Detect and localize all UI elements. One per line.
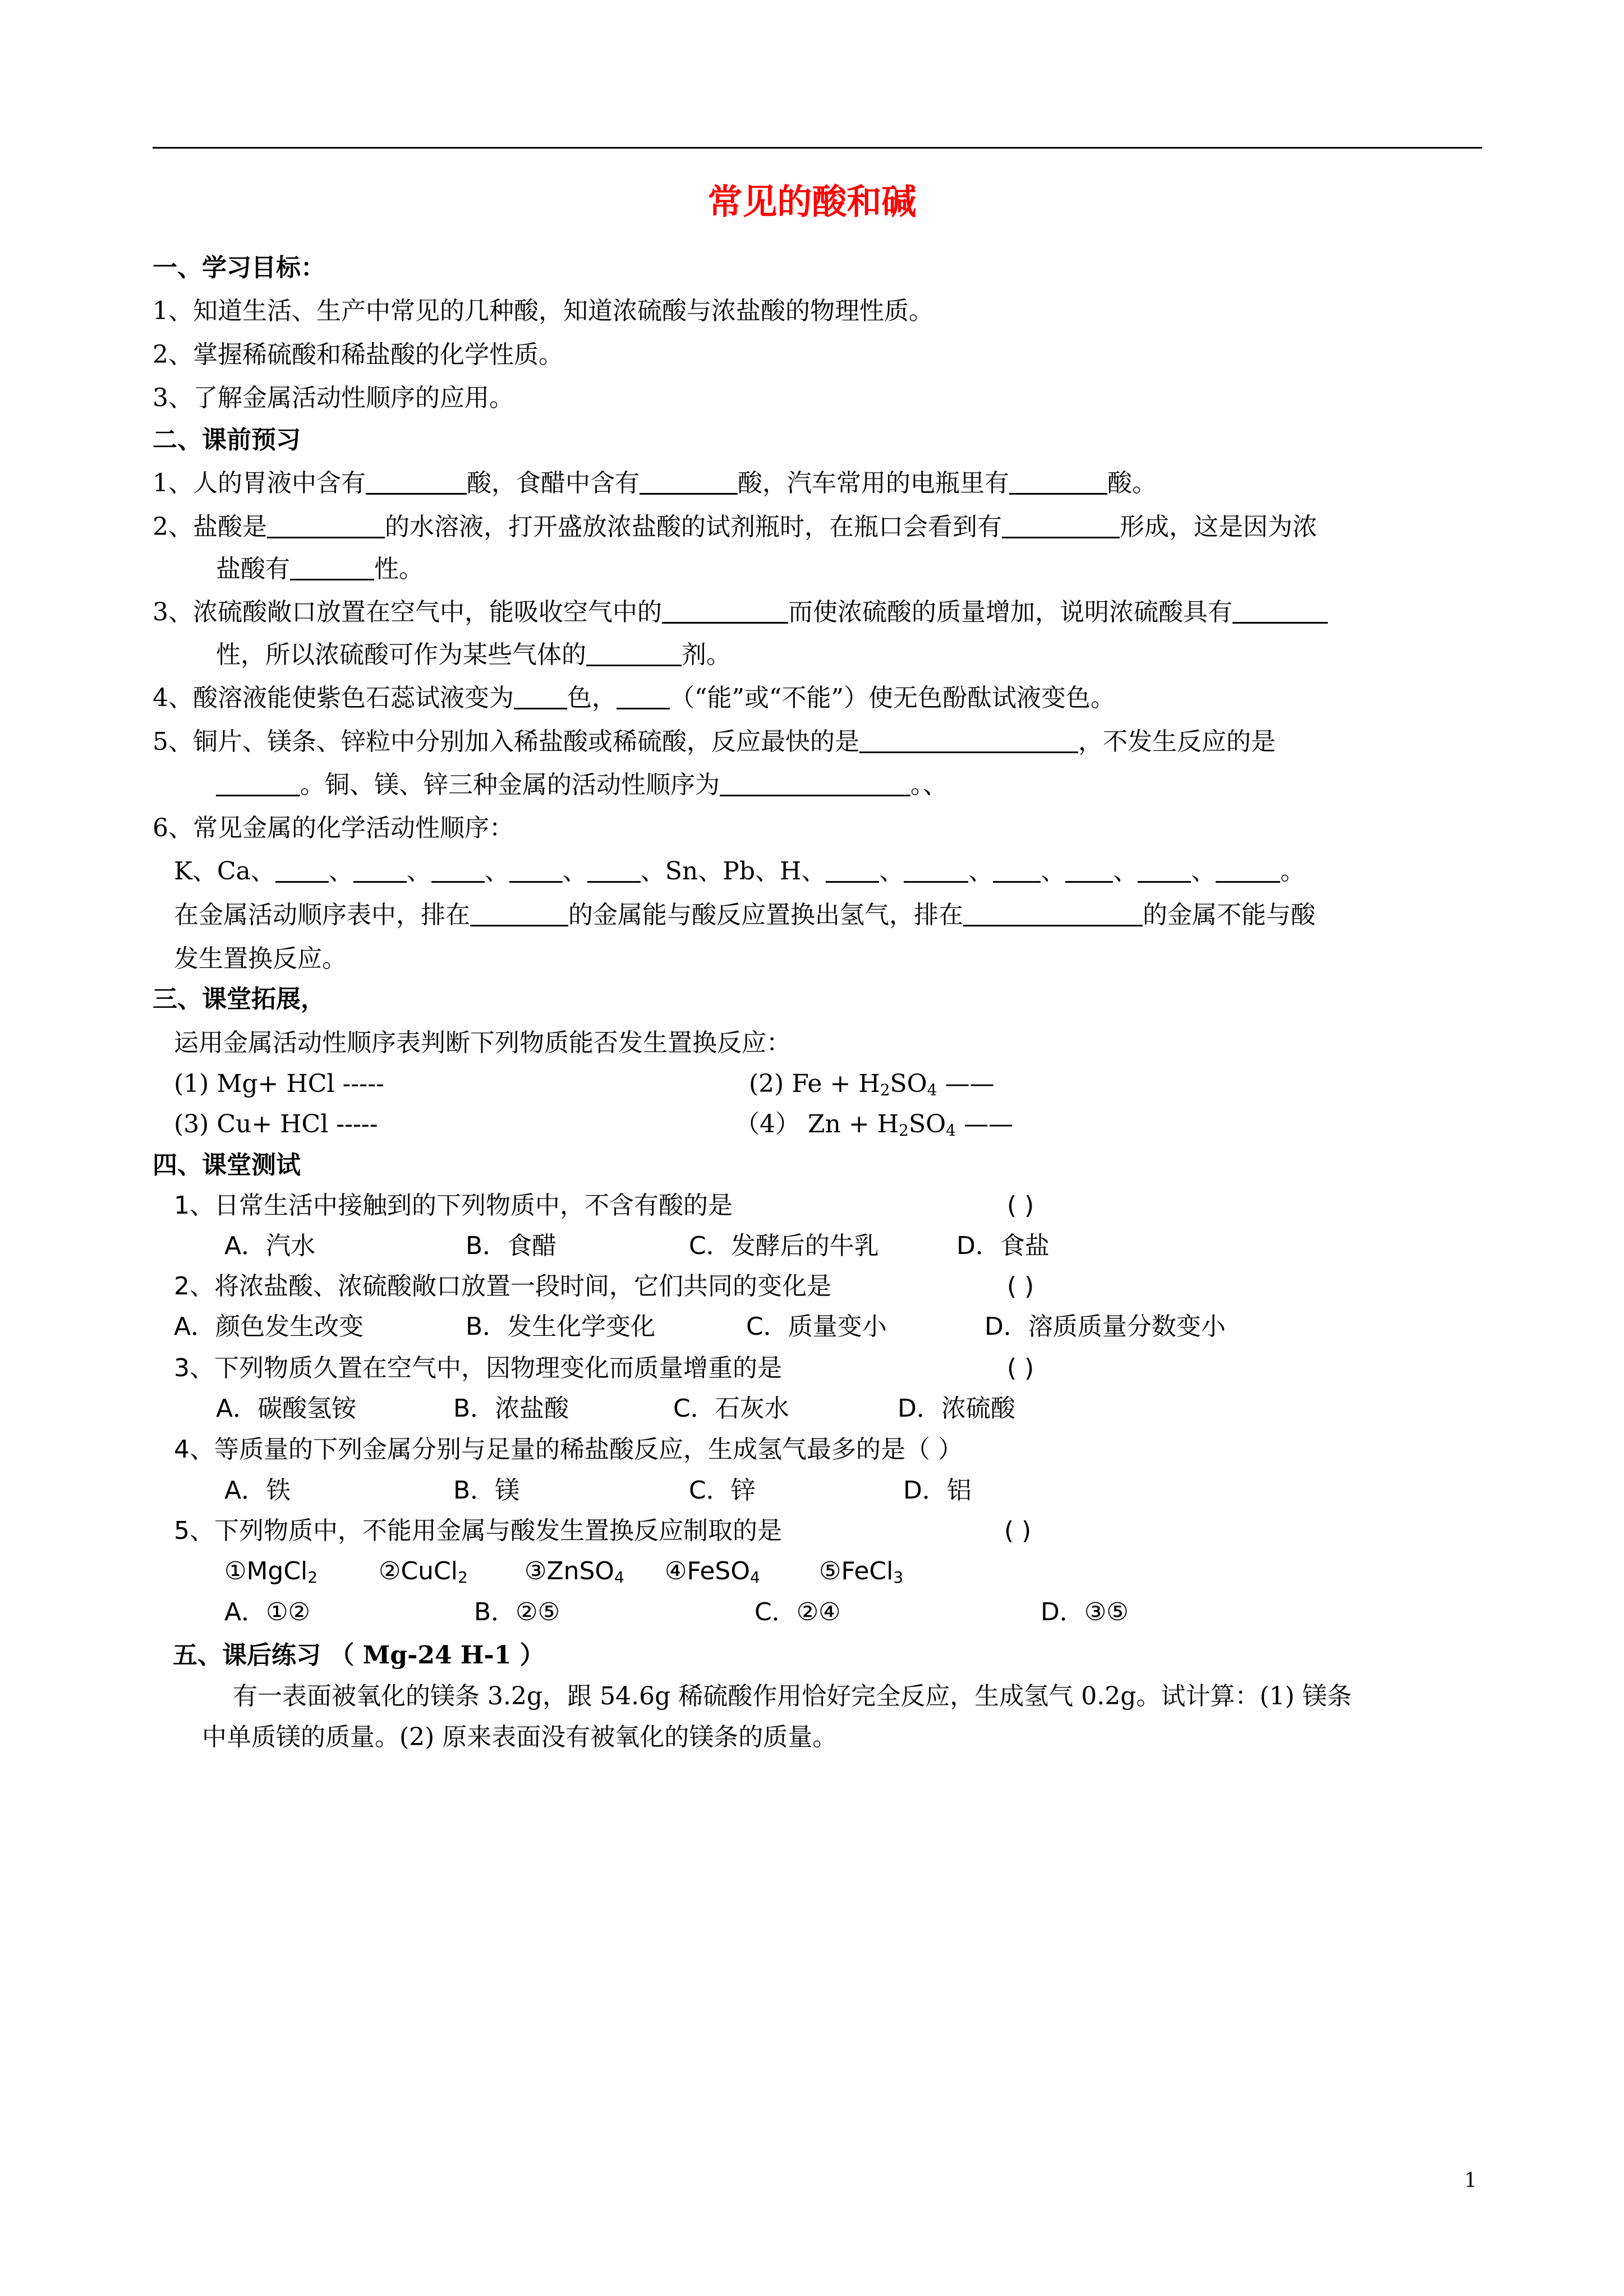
compound-3: ③ZnSO$_4$ — [525, 1557, 624, 1587]
preview-q3-cont: 性，所以浓硫酸可作为某些气体的 剂。 — [216, 640, 731, 669]
section-3-heading: 三、课堂拓展， — [153, 985, 325, 1013]
compound-2: ②CuCl$_2$ — [379, 1557, 468, 1587]
preview-q4: 4、酸溶液能使紫色石蕊试液变为 色， （“能”或“不能”）使无色酚酞试液变色。 — [153, 684, 1115, 712]
homework-text-cont: 中单质镁的质量。(2) 原来表面没有被氧化的镁条的质量。 — [202, 1723, 838, 1751]
option-d: D．溶质质量分数变小 — [984, 1312, 1226, 1341]
option-c: C．发酵后的牛乳 — [689, 1232, 879, 1260]
option-c: C．质量变小 — [746, 1312, 887, 1341]
option-d: D．食盐 — [956, 1232, 1050, 1260]
activity-rule: 在金属活动顺序表中，排在 的金属能与酸反应置换出氢气，排在 的金属不能与酸 — [174, 901, 1315, 929]
blank — [509, 856, 563, 883]
objective-1: 1、知道生活、生产中常见的几种酸，知道浓硫酸与浓盐酸的物理性质。 — [153, 297, 933, 325]
preview-q3: 3、浓硫酸敞口放置在空气中，能吸收空气中的 而使浓硫酸的质量增加，说明浓硫酸具有 — [153, 596, 1328, 629]
option-a: A．碳酸氢铵 — [216, 1394, 357, 1423]
option-b: B．②⑤ — [474, 1598, 560, 1626]
reaction-1: (1) Mg+ HCl ----- — [174, 1069, 384, 1098]
option-a: A．①② — [224, 1598, 310, 1626]
blank — [1138, 856, 1191, 883]
test-q2: 2、将浓盐酸、浓硫酸敞口放置一段时间，它们共同的变化是 — [174, 1272, 831, 1301]
option-a: A．汽水 — [224, 1232, 316, 1260]
blank — [586, 640, 682, 666]
section-4-heading: 四、课堂测试 — [153, 1151, 301, 1179]
page-title: 常见的酸和碱 — [707, 181, 917, 222]
blank — [826, 856, 879, 883]
objective-2: 2、掌握稀硫酸和稀盐酸的化学性质。 — [153, 340, 563, 369]
answer-paren: ( ) — [1007, 1272, 1034, 1301]
blank — [267, 512, 385, 538]
option-c: C．锌 — [689, 1476, 756, 1505]
option-d: D．铝 — [903, 1476, 972, 1505]
option-b: B．食醋 — [466, 1232, 557, 1260]
preview-q1: 1、人的胃液中含有 酸，食醋中含有 酸，汽车常用的电瓶里有 酸。 — [153, 469, 1157, 497]
option-b: B．镁 — [453, 1476, 520, 1505]
preview-q5-cont: 。铜、镁、锌三种金属的活动性顺序为 。、 — [216, 768, 947, 802]
option-d: D．浓硫酸 — [898, 1394, 1015, 1423]
test-q4: 4、等质量的下列金属分别与足量的稀盐酸反应，生成氢气最多的是（ ） — [174, 1435, 963, 1464]
option-b: B．发生化学变化 — [466, 1312, 656, 1341]
reaction-4: （4） $Zn + H_2SO_4$ —— — [735, 1110, 1013, 1140]
blank — [963, 900, 1143, 926]
blank — [366, 468, 467, 495]
blank — [1232, 597, 1328, 624]
test-q5: 5、下列物质中，不能用金属与酸发生置换反应制取的是 — [174, 1516, 782, 1545]
blank — [662, 597, 788, 624]
compound-4: ④FeSO$_4$ — [665, 1557, 760, 1587]
objective-3: 3、了解金属活动性顺序的应用。 — [153, 384, 514, 412]
activity-series: K、Ca、 、 、 、 、 、Sn、Pb、H、 、 、 、 、 、 。 — [174, 857, 1305, 886]
blank — [640, 468, 738, 495]
reaction-3: (3) Cu+ HCl ----- — [174, 1110, 378, 1138]
preview-q2: 2、盐酸是 的水溶液，打开盛放浓盐酸的试剂瓶时，在瓶口会看到有 形成，这是因为浓 — [153, 513, 1317, 541]
answer-paren: ( ) — [1007, 1354, 1034, 1382]
reaction-2: (2) $Fe + H_2SO_4$ —— — [749, 1069, 995, 1099]
blank — [470, 900, 568, 926]
section-5-heading: 五、课后练习 （ Mg-24 H-1 ） — [173, 1641, 545, 1670]
blank — [431, 856, 485, 883]
preview-q2-cont: 盐酸有 性。 — [216, 555, 424, 583]
blank — [993, 856, 1041, 883]
preview-q5: 5、铜片、镁条、锌粒中分别加入稀盐酸或稀硫酸，反应最快的是 ，不发生反应的是 — [153, 727, 1276, 756]
compound-1: ①MgCl$_2$ — [224, 1557, 318, 1587]
option-a: A．铁 — [224, 1476, 291, 1505]
test-q3: 3、下列物质久置在空气中，因物理变化而质量增重的是 — [174, 1354, 782, 1382]
blank — [859, 727, 1078, 753]
blank — [1065, 856, 1113, 883]
extension-intro: 运用金属活动性顺序表判断下列物质能否发生置换反应： — [174, 1029, 791, 1057]
blank — [1009, 468, 1107, 495]
blank — [290, 554, 374, 580]
test-q1: 1、日常生活中接触到的下列物质中，不含有酸的是 — [174, 1191, 733, 1220]
option-c: C．②④ — [755, 1598, 841, 1626]
answer-paren: ( ) — [1004, 1516, 1032, 1545]
blank — [1216, 856, 1280, 883]
preview-q6: 6、常见金属的化学活动性顺序： — [153, 814, 514, 842]
blank — [904, 856, 968, 883]
homework-text: 有一表面被氧化的镁条 3.2g，跟 54.6g 稀硫酸作用恰好完全反应，生成氢气 0.2g。试计算：(1) 镁条 — [233, 1682, 1352, 1711]
option-a: A．颜色发生改变 — [174, 1312, 364, 1341]
blank — [514, 683, 567, 709]
activity-rule-cont: 发生置换反应。 — [174, 944, 347, 973]
blank — [275, 856, 329, 883]
compound-5: ⑤FeCl$_3$ — [819, 1557, 904, 1587]
option-c: C．石灰水 — [673, 1394, 789, 1423]
blank — [617, 683, 670, 709]
option-b: B．浓盐酸 — [453, 1394, 569, 1423]
answer-paren: ( ) — [1007, 1191, 1034, 1220]
blank — [720, 770, 910, 796]
blank — [1002, 512, 1120, 538]
option-d: D．③⑤ — [1041, 1598, 1129, 1626]
blank — [587, 856, 641, 883]
blank — [216, 770, 300, 796]
section-1-heading: 一、学习目标： — [153, 253, 325, 282]
section-2-heading: 二、课前预习 — [153, 426, 301, 454]
header-rule — [153, 147, 1482, 149]
page-number: 1 — [1464, 2169, 1477, 2192]
blank — [353, 856, 407, 883]
